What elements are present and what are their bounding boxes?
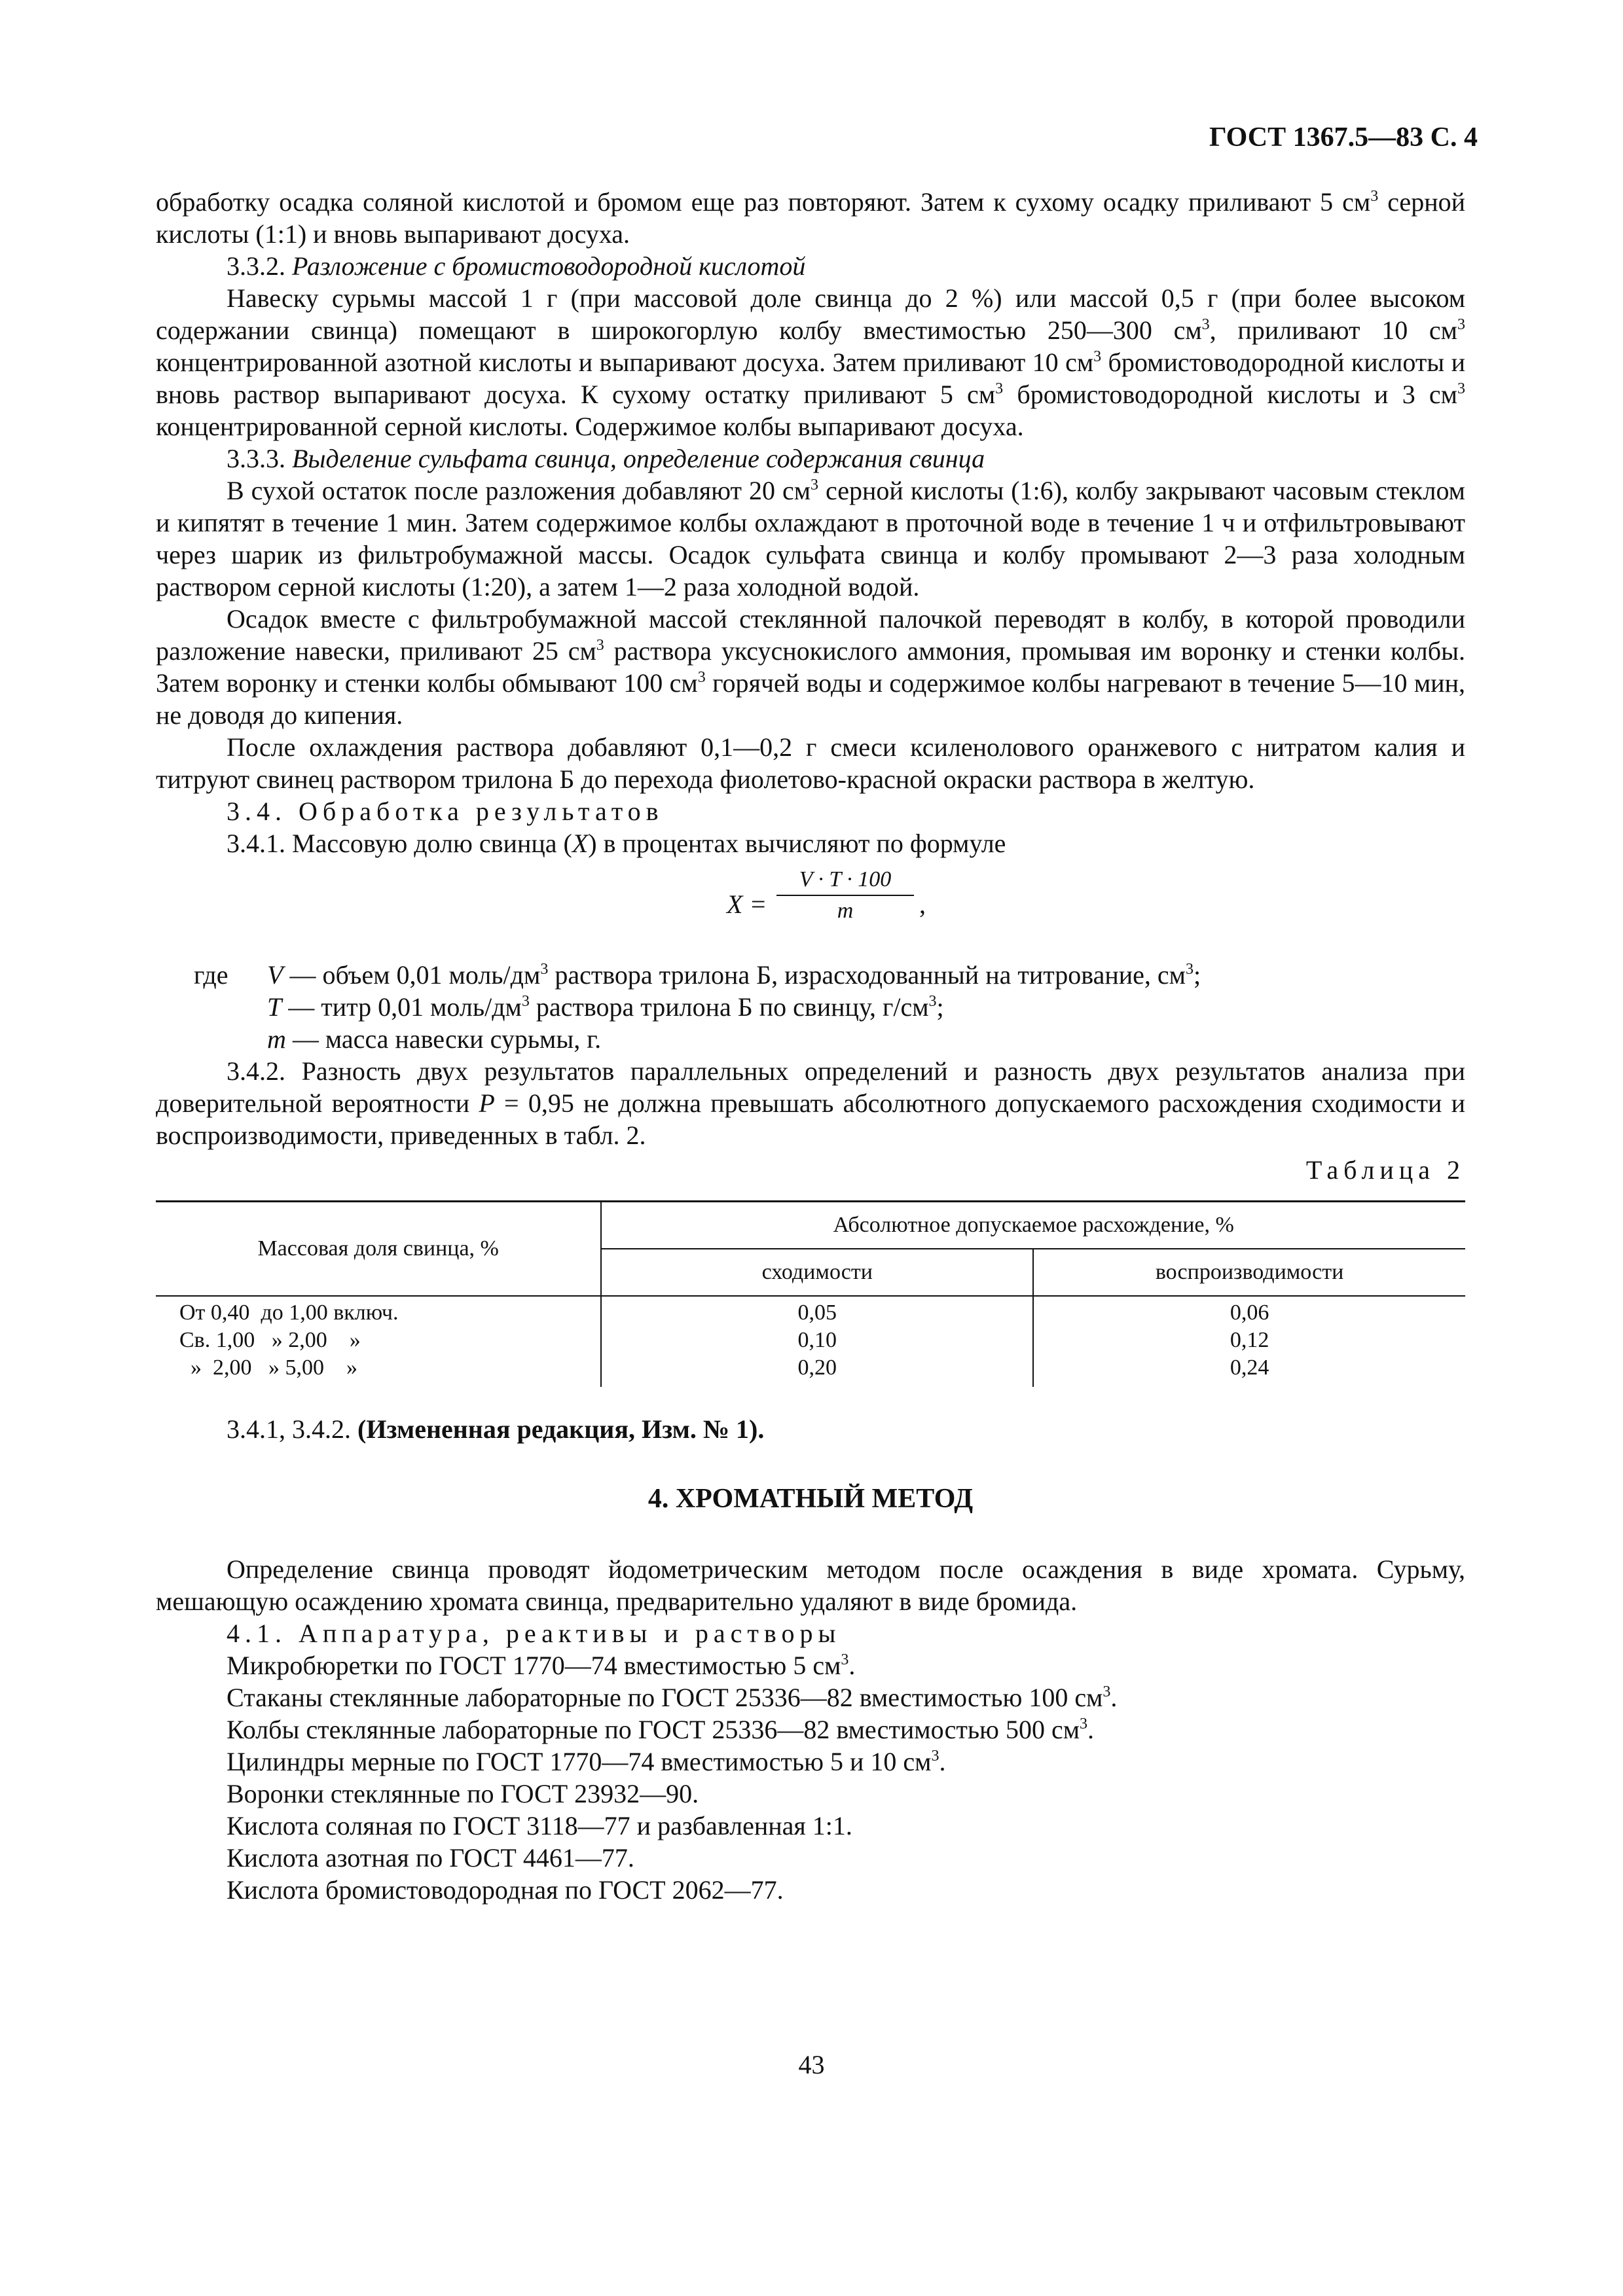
formula-numerator: V · T · 100	[799, 867, 892, 891]
table-header-convergence: сходимости	[601, 1249, 1033, 1296]
formula-comma: ,	[919, 889, 926, 919]
list-item: Кислота азотная по ГОСТ 4461—77.	[227, 1843, 634, 1873]
page-number: 43	[798, 2050, 825, 2079]
document-header: ГОСТ 1367.5—83 С. 4	[1209, 122, 1478, 152]
formula-fraction	[776, 866, 914, 925]
data-table	[156, 1200, 1465, 1387]
formula	[156, 866, 1465, 944]
list-item: Кислота соляная по ГОСТ 3118—77 и разбавленная 1:1.	[227, 1811, 852, 1840]
list-item: Стаканы стеклянные лабораторные по ГОСТ 25336—82 вместимостью 100 $см^3$.	[227, 1683, 1118, 1712]
formula-legend	[156, 959, 1465, 1055]
table-cell-ranges: От 0,40 до 1,00 включ. Св. 1,00 » 2,00 » » 2,00 » 5,00 »	[179, 1300, 399, 1380]
list-item: Колбы стеклянные лабораторные по ГОСТ 25336—82 вместимостью 500 $см^3$.	[227, 1715, 1095, 1744]
formula-lhs: X =	[727, 889, 767, 919]
section-heading-4-1: 4.1. Аппаратура, реактивы и растворы	[227, 1619, 841, 1648]
table-header-reproducibility: воспроизводимости	[1033, 1249, 1465, 1296]
list-item: Цилиндры мерные по ГОСТ 1770—74 вместимостью 5 и 10 $см^3$.	[227, 1747, 946, 1776]
paragraph: 3.4.1. Массовую долю свинца (X) в процентах вычисляют по формуле	[227, 829, 1006, 858]
legend-row: m — масса навески сурьмы, г.	[267, 1024, 602, 1054]
table-header-group: Абсолютное допускаемое расхождение, %	[601, 1202, 1465, 1249]
edit-note: 3.4.1, 3.4.2. (Измененная редакция, Изм. № 1).	[227, 1414, 765, 1444]
paragraph: Определение свинца проводят йодометрическим методом после осаждения в виде хромата. Сурьму, мешающую осаждению хромата свинца, предварительно удаляют в виде бромида.	[156, 1554, 1465, 1616]
table-cell-reproducibility: 0,06 0,12 0,24	[1033, 1296, 1465, 1387]
paragraph: 3.4.2. Разность двух результатов параллельных определений и разность двух результатов анализа при доверительной вероятности P = 0,95 не должна превышать абсолютного допускаемого расхождения сходимости и воспроизводимости, приведенных в табл. 2.	[156, 1056, 1465, 1150]
section-heading-3-3-3: 3.3.3. Выделение сульфата свинца, определение содержания свинца	[227, 444, 985, 473]
paragraph: Навеску сурьмы массой 1 г (при массовой доле свинца до 2 %) или массой 0,5 г (при более высоком содержании свинца) помещают в широкогорлую колбу вместимостью 250—300 $см^3$, приливают 10 $см^3$ концентрированной азотной кислоты и выпаривают досуха. Затем приливают 10 $см^3$ бромистоводородной кислоты и вновь раствор выпаривают досуха. К сухому остатку приливают 5 $см^3$ бромистоводородной кислоты и 3 $см^3$ концентрированной серной кислоты. Содержимое колбы выпаривают досуха.	[156, 283, 1465, 441]
list-item: Кислота бромистоводородная по ГОСТ 2062—77.	[227, 1875, 784, 1905]
list-item: Воронки стеклянные по ГОСТ 23932—90.	[227, 1779, 699, 1808]
section-heading-3-4: 3.4. Обработка результатов	[227, 797, 664, 826]
paragraph: После охлаждения раствора добавляют 0,1—0,2 г смеси ксиленолового оранжевого с нитратом калия и титруют свинец раствором трилона Б до перехода фиолетово-красной окраски раствора в желтую.	[156, 732, 1465, 794]
formula-denominator: m	[837, 899, 854, 923]
table-cell-convergence: 0,05 0,10 0,20	[601, 1296, 1033, 1387]
paragraph: В сухой остаток после разложения добавляют 20 $см^3$ серной кислоты (1:6), колбу закрывают часовым стеклом и кипятят в течение 1 мин. Затем содержимое колбы охлаждают в проточной воде в течение 1 ч и отфильтровывают через шарик из фильтробумажной массы. Осадок сульфата свинца и колбу промывают 2—3 раза холодным раствором серной кислоты (1:20), а затем 1—2 раза холодной водой.	[156, 476, 1465, 601]
legend-row: где V — объем 0,01 моль/$дм^3$ раствора трилона Б, израсходованный на титрование, $см^3$;	[194, 960, 1201, 990]
fraction-bar	[776, 895, 914, 896]
table-title: Таблица 2	[1305, 1155, 1465, 1185]
section-4-heading: 4. ХРОМАТНЫЙ МЕТОД	[647, 1484, 974, 1514]
legend-row: T — титр 0,01 моль/$дм^3$ раствора трилона Б по свинцу, $г/см^3$;	[267, 992, 944, 1022]
document-body	[156, 186, 1465, 1906]
list-item: Микробюретки по ГОСТ 1770—74 вместимостью 5 $см^3$.	[227, 1651, 856, 1680]
paragraph: Осадок вместе с фильтробумажной массой стеклянной палочкой переводят в колбу, в которой проводили разложение навески, приливают 25 $см^3$ раствора уксуснокислого аммония, промывая им воронку и стенки колбы. Затем воронку и стенки колбы обмывают 100 $см^3$ горячей воды и содержимое колбы нагревают в течение 5—10 мин, не доводя до кипения.	[156, 604, 1465, 730]
paragraph: обработку осадка соляной кислотой и бромом еще раз повторяют. Затем к сухому осадку приливают 5 $см^3$ серной кислоты (1:1) и вновь выпаривают досуха.	[156, 187, 1466, 249]
section-heading-3-3-2: 3.3.2. Разложение с бромистоводородной кислотой	[227, 251, 806, 281]
table-header-mass-fraction: Массовая доля свинца, %	[156, 1202, 601, 1297]
